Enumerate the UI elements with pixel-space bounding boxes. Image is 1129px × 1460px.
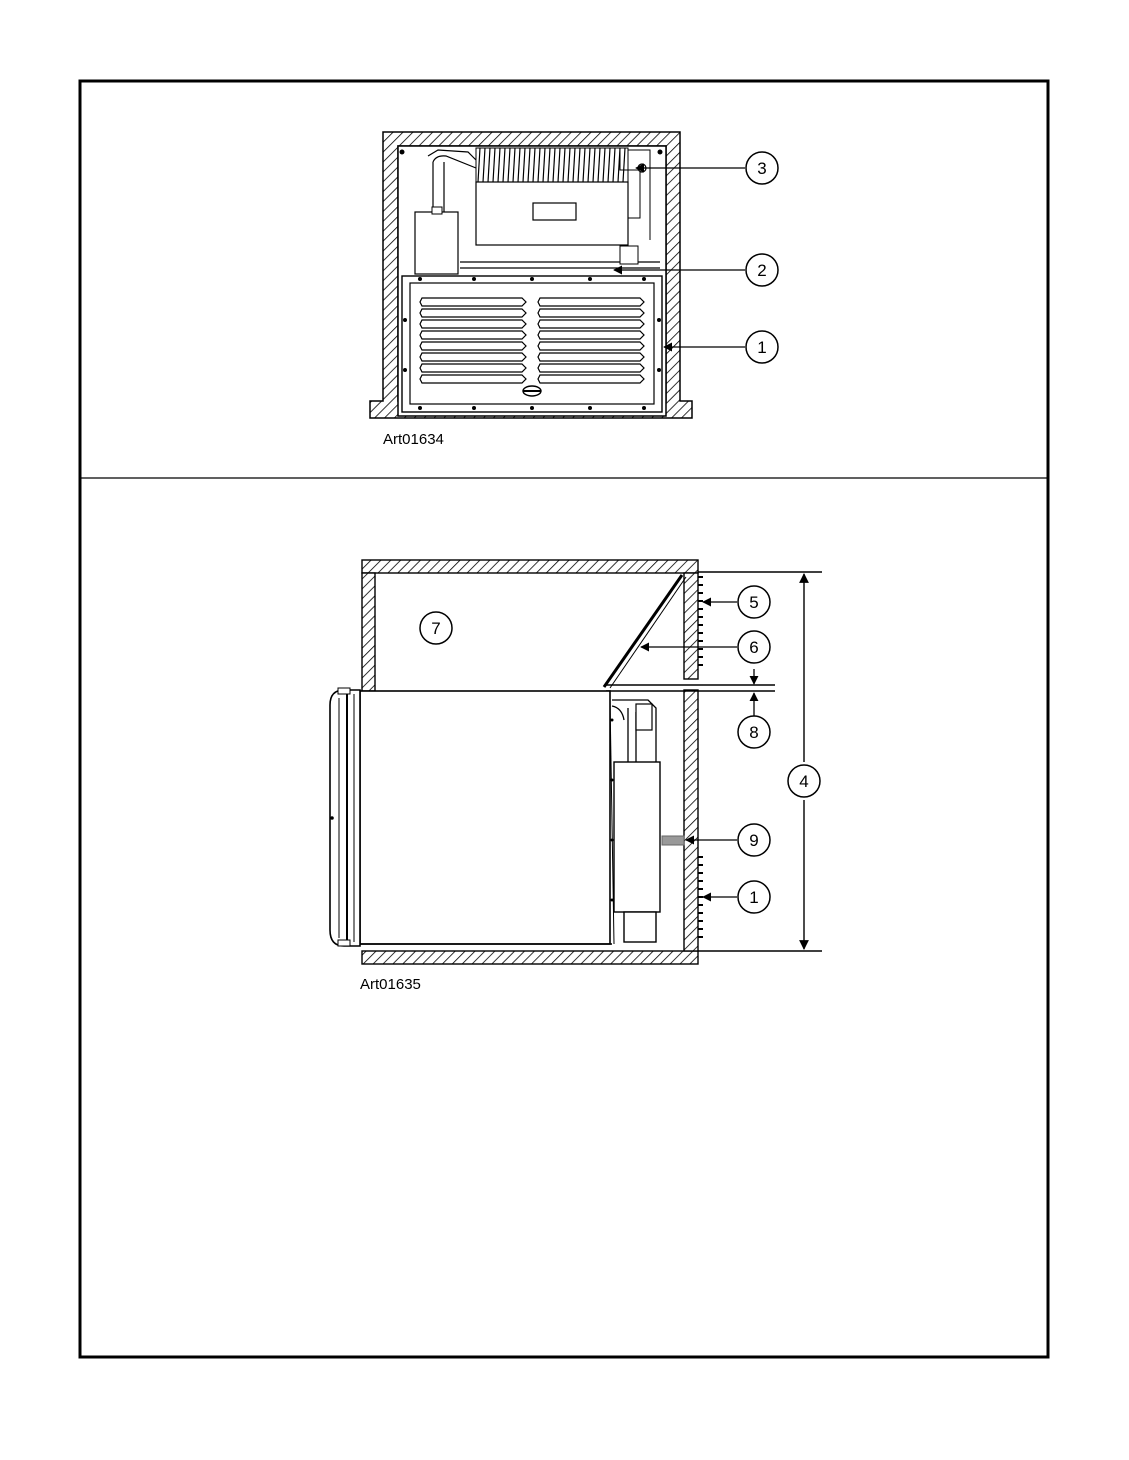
- callout-6-number: 6: [749, 638, 759, 657]
- callout-3-number: 3: [757, 159, 767, 178]
- callout-4-number: 4: [799, 772, 809, 791]
- gray-spacer-block: [662, 836, 684, 845]
- exterior-grille-teeth: [698, 576, 703, 938]
- callout-3: [746, 152, 778, 184]
- bottom-wall-hatch: [362, 951, 698, 964]
- callout-1-top: [746, 331, 778, 363]
- right-wall-upper-hatch: [684, 573, 698, 679]
- front-view-figure: [370, 132, 778, 448]
- art-id-top: Art01634: [383, 431, 444, 448]
- rear-compressor: [614, 762, 660, 912]
- rear-motor: [624, 912, 656, 942]
- callout-2-number: 2: [757, 261, 767, 280]
- callout-2: [746, 254, 778, 286]
- side-view-figure: [330, 560, 822, 993]
- evaporator-plate: [533, 203, 576, 220]
- callout-4: [788, 765, 820, 797]
- callout-1-bottom-number: 1: [749, 888, 759, 907]
- callout-7: [420, 612, 452, 644]
- callout-8: [738, 716, 770, 748]
- callout-6: [738, 631, 770, 663]
- callout-8-number: 8: [749, 723, 759, 742]
- callout-9-number: 9: [749, 831, 759, 850]
- callout-5: [738, 586, 770, 618]
- left-wall-hatch: [362, 573, 375, 691]
- callout-7-number: 7: [431, 619, 441, 638]
- top-wall-hatch: [362, 560, 698, 573]
- art-id-bottom: Art01635: [360, 976, 421, 993]
- unit-body: [360, 691, 610, 944]
- callout-5-number: 5: [749, 593, 759, 612]
- right-wall-lower-hatch: [684, 690, 698, 951]
- callout-1-top-number: 1: [757, 338, 767, 357]
- callout-1-bottom: [738, 881, 770, 913]
- compressor-box: [415, 212, 458, 274]
- baffle-plate: [604, 575, 682, 687]
- front-door-panel: [330, 690, 360, 946]
- callout-9: [738, 824, 770, 856]
